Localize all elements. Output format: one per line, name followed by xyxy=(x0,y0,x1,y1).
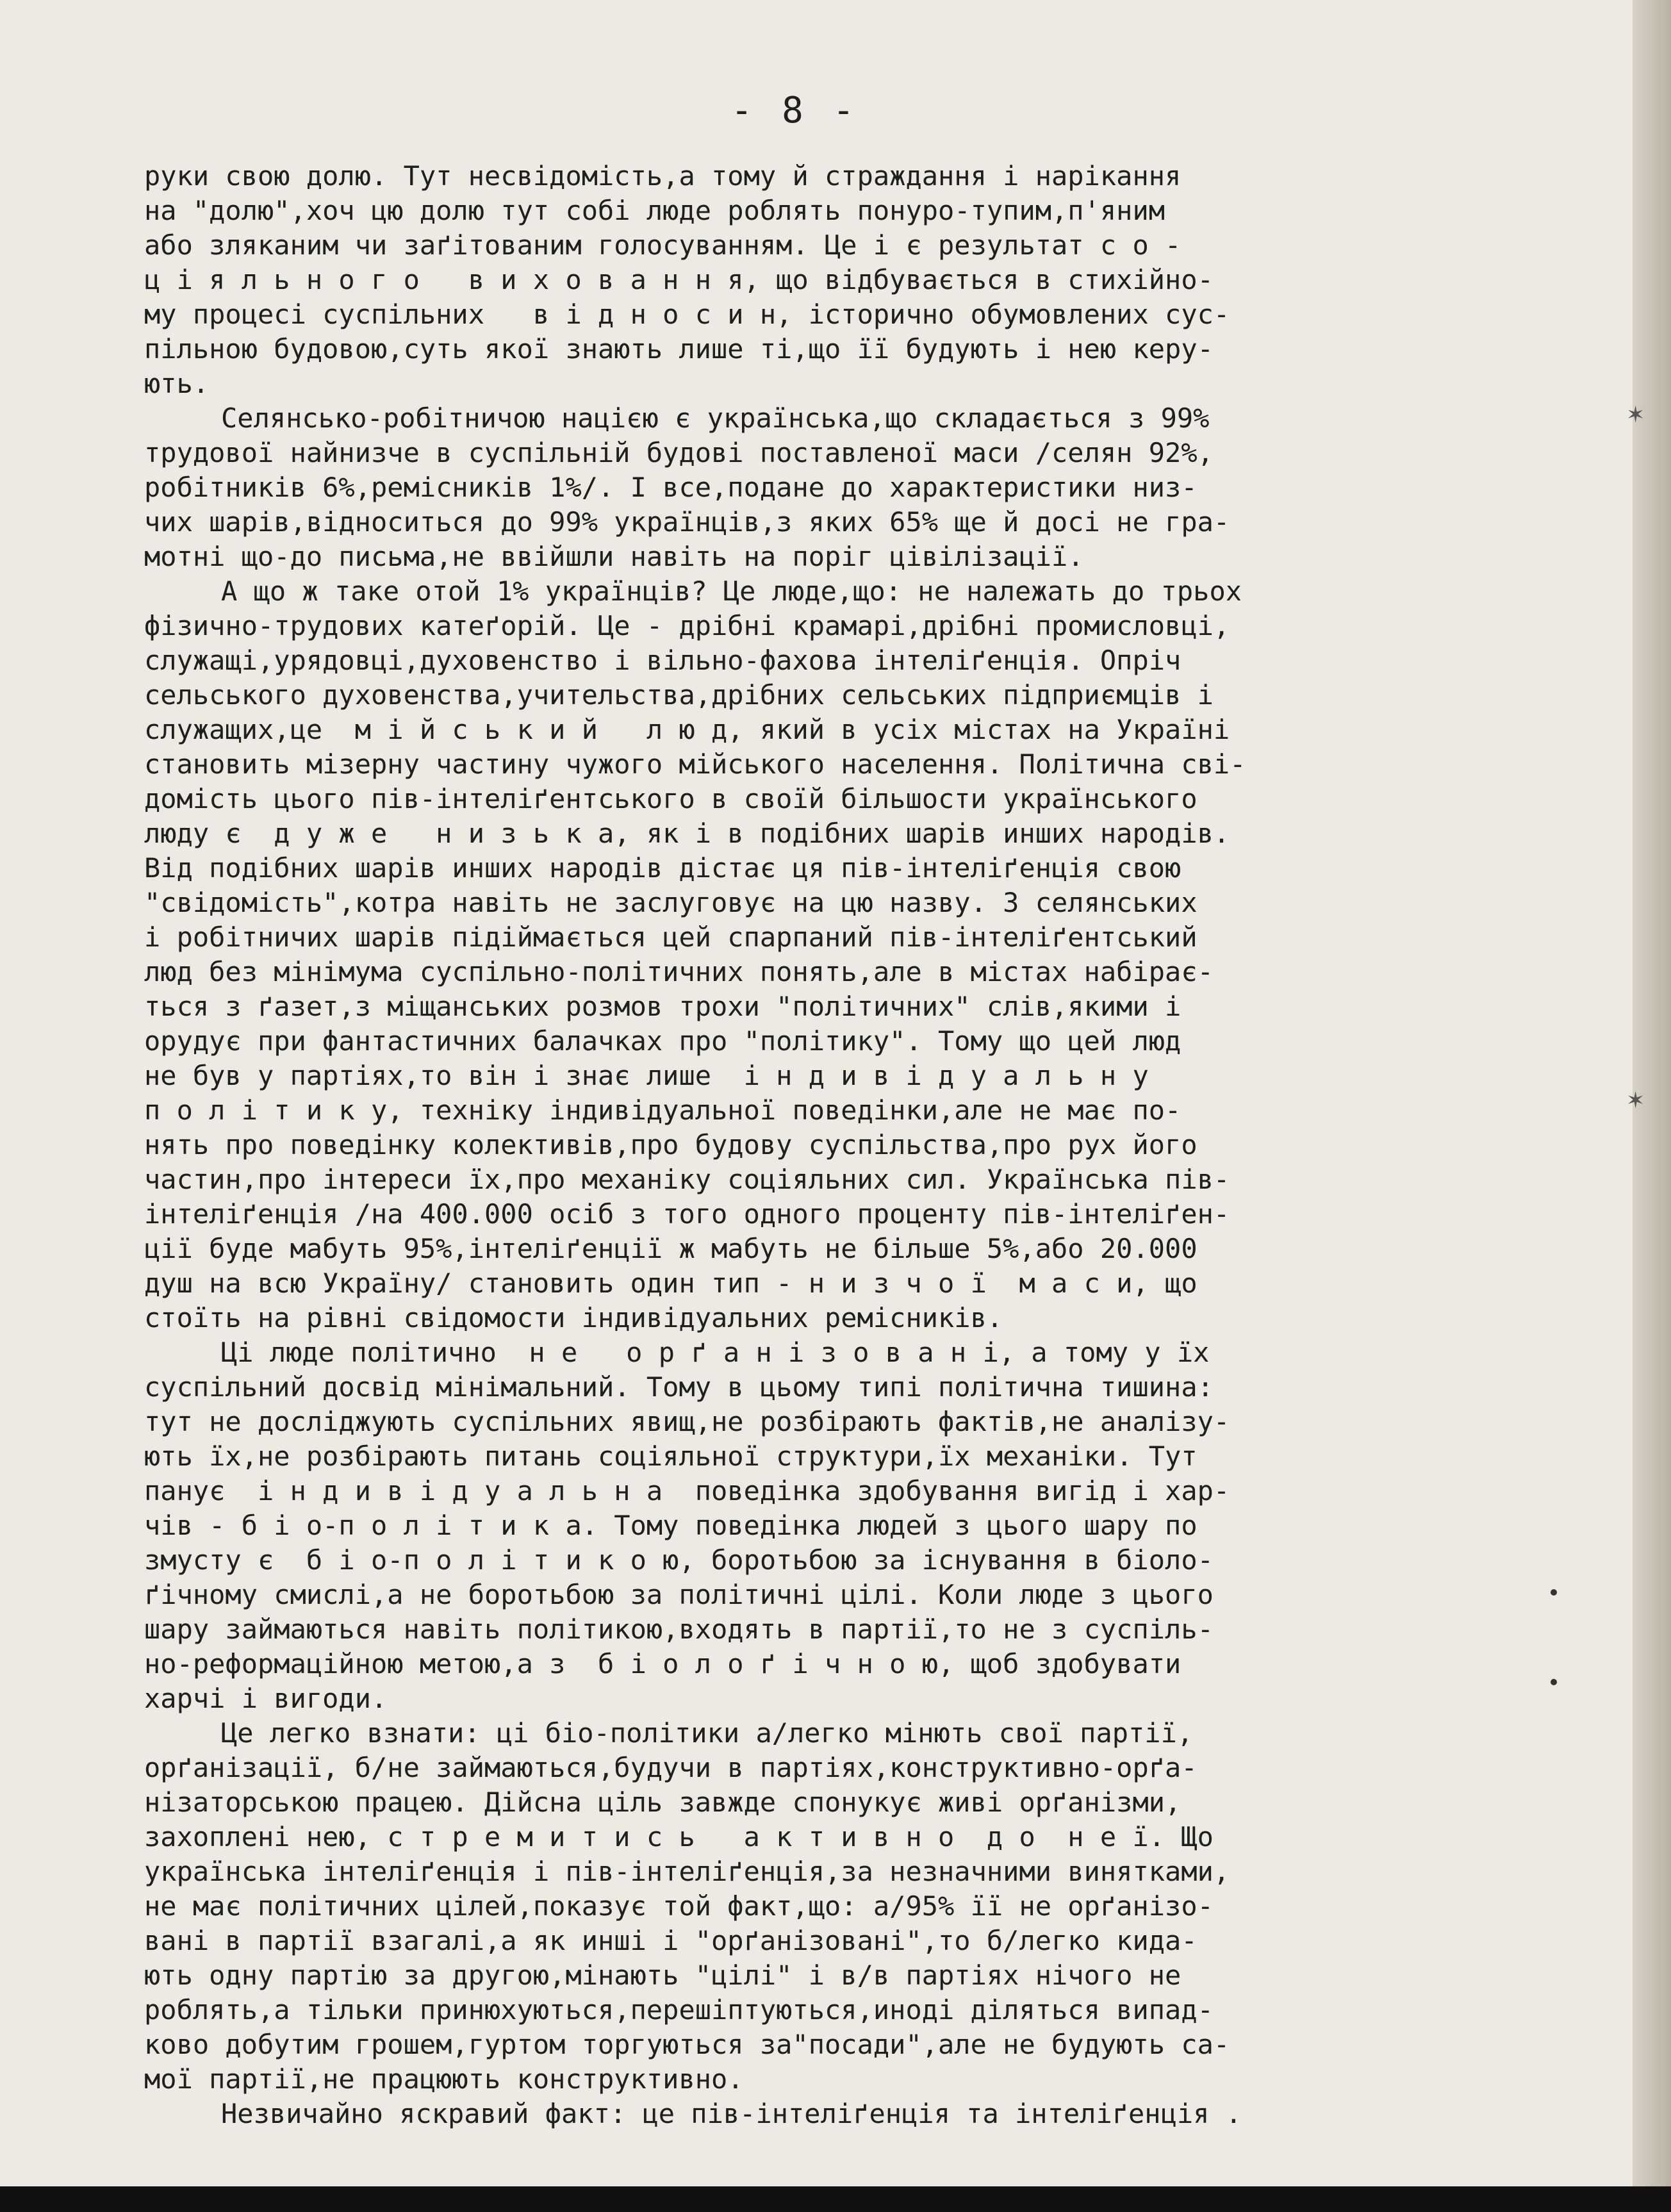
text-line: нізаторською працею. Дійсна ціль завжде спонукує живі орґанізми, xyxy=(144,1787,1181,1818)
scan-dot xyxy=(1551,1589,1557,1596)
text-line: становить мізерну частину чужого мійського населення. Політична сві- xyxy=(144,748,1246,780)
text-line: мої партії,не працюють конструктивно. xyxy=(144,2063,744,2095)
text-line: трудової найнизче в суспільній будові поставленої маси /селян 92%, xyxy=(144,437,1214,468)
text-line: ц і я л ь н о г о в и х о в а н н я, що відбувається в стихійно- xyxy=(144,264,1214,295)
text-line: ють. xyxy=(144,368,210,399)
text-line: душ на всю Україну/ становить один тип - н и з ч о ї м а с и, що xyxy=(144,1267,1198,1299)
text-line: ють їх,не розбірають питань соціяльної структури,їх механіки. Тут xyxy=(144,1440,1198,1472)
edge-mark: ✶ xyxy=(1627,1083,1644,1114)
text-line: "свідомість",котра навіть не заслуговує на цю назву. З селянських xyxy=(144,887,1198,918)
text-line: роблять,а тільки принюхуються,перешіптуються,иноді діляться випад- xyxy=(144,1994,1214,2026)
text-line: і робітничих шарів підіймається цей спарпаний пів-інтеліґентський xyxy=(144,921,1198,953)
text-line: на "долю",хоч цю долю тут собі люде роблять понуро-тупим,п'яним xyxy=(144,195,1165,226)
scan-dot xyxy=(1551,1679,1557,1685)
text-line: інтеліґенція /на 400.000 осіб з того одного проценту пів-інтеліґен- xyxy=(144,1198,1230,1230)
text-line: захоплені нею, с т р е м и т и с ь а к т и в н о д о н е ї. Що xyxy=(144,1821,1214,1853)
text-line: служащі,урядовці,духовенство і вільно-фахова інтеліґенція. Опріч xyxy=(144,645,1181,676)
text-line: або зляканим чи заґітованим голосуванням. Це і є результат с о - xyxy=(144,229,1181,261)
text-line: ково добутим грошем,гуртом торгуються за"посади",але не будують са- xyxy=(144,2029,1230,2060)
text-line: вані в партії взагалі,а як инші і "орґанізовані",то б/легко кида- xyxy=(144,1925,1198,1956)
text-line: Від подібних шарів инших народів дістає ця пів-інтеліґенція свою xyxy=(144,852,1181,884)
text-line: сельського духовенства,учительства,дрібних сельських підприємців і xyxy=(144,679,1214,711)
body-text xyxy=(144,159,1464,2131)
text-line: пільною будовою,суть якої знають лише ті,що її будують і нею керу- xyxy=(144,333,1214,365)
text-line: не має політичних цілей,показує той факт,що: а/95% її не орґанізо- xyxy=(144,1890,1214,1922)
text-line: мотні що-до письма,не ввійшли навіть на поріг цівілізації. xyxy=(144,541,1084,572)
text-line: чих шарів,відноситься до 99% українців,з яких 65% ще й досі не гра- xyxy=(144,506,1230,538)
text-line: харчі і вигоди. xyxy=(144,1683,388,1714)
text-line: орґанізації, б/не займаються,будучи в партіях,конструктивно-орґа- xyxy=(144,1752,1198,1783)
text-line: ції буде мабуть 95%,інтеліґенції ж мабуть не більше 5%,або 20.000 xyxy=(144,1233,1198,1264)
text-line: ють одну партію за другою,мінають "цілі" і в/в партіях нічого не xyxy=(144,1960,1181,1991)
text-line: ться з ґазет,з міщанських розмов трохи "політичних" слів,якими і xyxy=(144,991,1181,1022)
text-line: Це легко взнати: ці біо-політики а/легко мінють свої партії, xyxy=(221,1717,1194,1749)
text-line: панує і н д и в і д у а л ь н а поведінка здобування вигід і хар- xyxy=(144,1475,1230,1506)
text-line: Селянсько-робітничою нацією є українська,що складається з 99% xyxy=(221,402,1210,434)
text-line: фізично-трудових катеґорій. Це - дрібні крамарі,дрібні промисловці, xyxy=(144,610,1230,641)
text-line: люд без мінімума суспільно-політичних понять,але в містах набірає- xyxy=(144,956,1214,987)
text-line: тут не досліджують суспільних явищ,не розбірають фактів,не аналізу- xyxy=(144,1406,1230,1437)
text-line: чів - б і о-п о л і т и к а. Тому поведінка людей з цього шару по xyxy=(144,1510,1198,1541)
edge-mark: ✶ xyxy=(1627,397,1644,429)
text-line: руки свою долю. Тут несвідомість,а тому й страждання і нарікання xyxy=(144,160,1181,192)
text-line: но-реформаційною метою,а з б і о л о ґ і ч н о ю, щоб здобувати xyxy=(144,1648,1181,1680)
text-line: Ці люде політично н е о р ґ а н і з о в а н і, а тому у їх xyxy=(221,1337,1210,1368)
text-line: Незвичайно яскравий факт: це пів-інтеліґенція та інтеліґенція . xyxy=(221,2098,1242,2129)
text-line: му процесі суспільних в і д н о с и н, історично обумовлених сус- xyxy=(144,299,1230,330)
text-line: орудує при фантастичних балачках про "політику". Тому що цей люд xyxy=(144,1025,1181,1057)
text-line: не був у партіях,то він і знає лише і н д и в і д у а л ь н у xyxy=(144,1060,1149,1091)
text-line: домість цього пів-інтеліґентського в своїй більшости українського xyxy=(144,783,1198,814)
text-line: українська інтеліґенція і пів-інтеліґенція,за незначними винятками, xyxy=(144,1856,1230,1887)
text-line: люду є д у ж е н и з ь к а, як і в подібних шарів инших народів. xyxy=(144,818,1230,849)
page-number: - 8 - xyxy=(730,90,859,131)
text-line: нять про поведінку колективів,про будову суспільства,про рух його xyxy=(144,1129,1198,1160)
text-line: ґічному смислі,а не боротьбою за політичні цілі. Коли люде з цього xyxy=(144,1579,1214,1610)
text-line: А що ж таке отой 1% українців? Це люде,що: не належать до трьох xyxy=(221,575,1242,607)
text-line: робітників 6%,ремісників 1%/. І все,подане до характеристики низ- xyxy=(144,472,1198,503)
text-line: стоїть на рівні свідомости індивідуальних ремісників. xyxy=(144,1302,1003,1333)
text-line: суспільний досвід мінімальний. Тому в цьому типі політична тишина: xyxy=(144,1371,1214,1403)
text-line: служащих,це м і й с ь к и й л ю д, який в усіх містах на Україні xyxy=(144,714,1230,745)
text-line: п о л і т и к у, техніку індивідуальної поведінки,але не має по- xyxy=(144,1094,1181,1126)
text-line: шару займаються навіть політикою,входять в партії,то не з суспіль- xyxy=(144,1614,1214,1645)
text-line: частин,про інтереси їх,про механіку соціяльних сил. Українська пів- xyxy=(144,1164,1230,1195)
scan-bottom-edge xyxy=(0,2186,1671,2212)
text-line: змусту є б і о-п о л і т и к о ю, боротьбою за існування в біоло- xyxy=(144,1544,1214,1576)
